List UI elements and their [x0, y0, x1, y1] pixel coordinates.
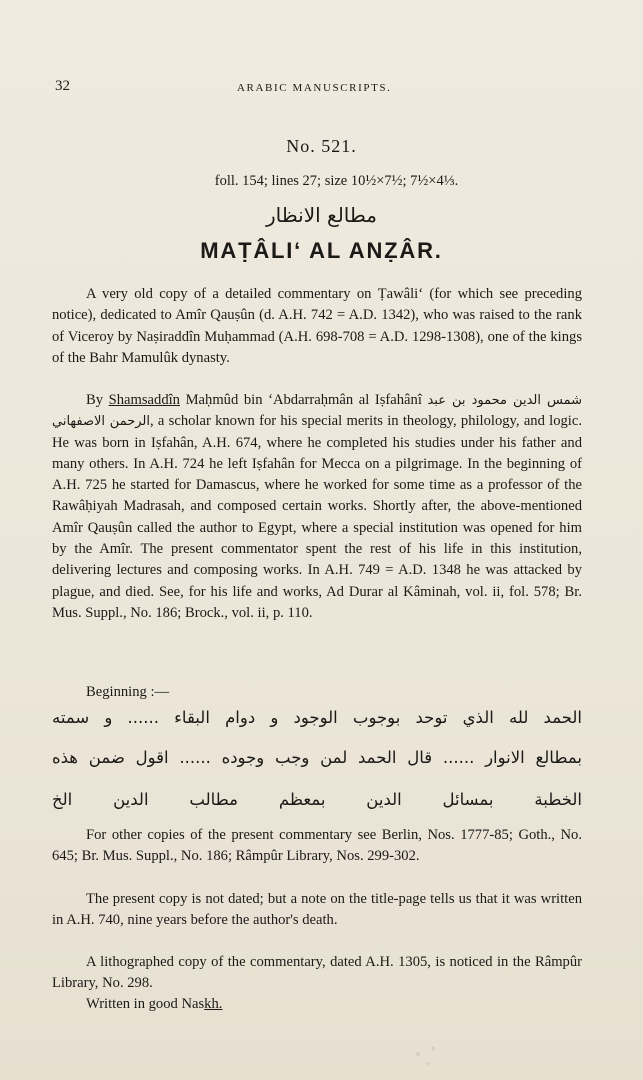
page-number: 32 [55, 78, 70, 94]
other-copies-paragraph: For other copies of the present commentary see Berlin, Nos. 1777-85; Goth., No. 645; Br. Mus. Suppl., No. 186; Râmpûr Library, Nos. 299-302. [52, 827, 582, 865]
paper-stain [416, 1052, 420, 1056]
beginning-label: Beginning :— [86, 684, 170, 700]
entry-specs: foll. 154; lines 27; size 10½×7½; 7½×4⅓. [214, 173, 459, 189]
script-text: Written in good Nas [86, 996, 205, 1012]
entry-number: No. 521. [286, 136, 357, 156]
running-title: ARABIC MANUSCRIPTS. [237, 82, 392, 94]
running-header [55, 78, 615, 98]
paper-stain [432, 1046, 435, 1051]
entry-title: MAṬÂLI‘ AL ANẒÂR. [200, 238, 443, 263]
author-name: Shamsaddîn [108, 392, 180, 408]
description-paragraph: A very old copy of a detailed commentary on Ṭawâli‘ (for which see preceding notice), dedicated to Amîr Qauṣûn (d. A.H. 742 = A.D. 1342), who was raised to the rank of Viceroy by Naṣiraddîn Muḥammad (A.H. 698-708 = A.D. 1298-1308), one of the kings of the Bahr Mamulûk dynasty. [52, 286, 582, 366]
author-name-rest: Maḥmûd bin ‘Abdarraḥmân al Iṣfahânî [185, 392, 422, 408]
arabic-incipit-line-3: الخطبة بمسائل الدين بمعظم مطالب الدين الخ [52, 790, 582, 809]
script-paragraph [52, 994, 582, 1015]
script-name-end: kh. [204, 996, 223, 1012]
arabic-incipit-line-1: الحمد لله الذي توحد بوجوب الوجود و دوام البقاء ...... و سمته [52, 708, 582, 727]
author-intro: By [86, 392, 104, 408]
author-arabic-name: شمس الدين محمود بن عبد الرحمن الاصفهاني [52, 393, 583, 430]
arabic-title: مطالع الانظار [266, 203, 377, 227]
author-paragraph [52, 390, 582, 624]
paper-stain [426, 1062, 429, 1065]
lithograph-paragraph: A lithographed copy of the commentary, dated A.H. 1305, is noticed in the Râmpûr Library, No. 298. [52, 954, 582, 992]
dating-paragraph: The present copy is not dated; but a note on the title-page tells us that it was written in A.H. 740, nine years before the author's death. [52, 891, 582, 929]
arabic-incipit-line-2: بمطالع الانوار ...... قال الحمد لمن وجب وجوده ...... اقول ضمن هذه [52, 748, 582, 767]
author-biography: , a scholar known for his special merits in theology, philology, and logic. He was born in Iṣfahân, A.H. 674, where he completed his studies under his father and many others. In A.H. 724 he left Iṣfahân for Mecca on a pilgrimage. In the beginning of A.H. 725 he started for Damascus, where he worked for some time as a professor of the Rawâḥiyah Madrasah, and composed certain works. Shortly after, the above-mentioned Amîr Qauṣûn called the author to Egypt, where a special institution was opened for him by the Amîr. The present commentator spent the rest of his life in this institution, delivering lectures and composing works. In A.H. 749 = A.D. 1348 he was attacked by plague, and died. See, for his life and works, Ad Durar al Kâminah, vol. ii, fol. 578; Br. Mus. Suppl., No. 186; Brock., vol. ii, p. 110. [52, 413, 582, 621]
